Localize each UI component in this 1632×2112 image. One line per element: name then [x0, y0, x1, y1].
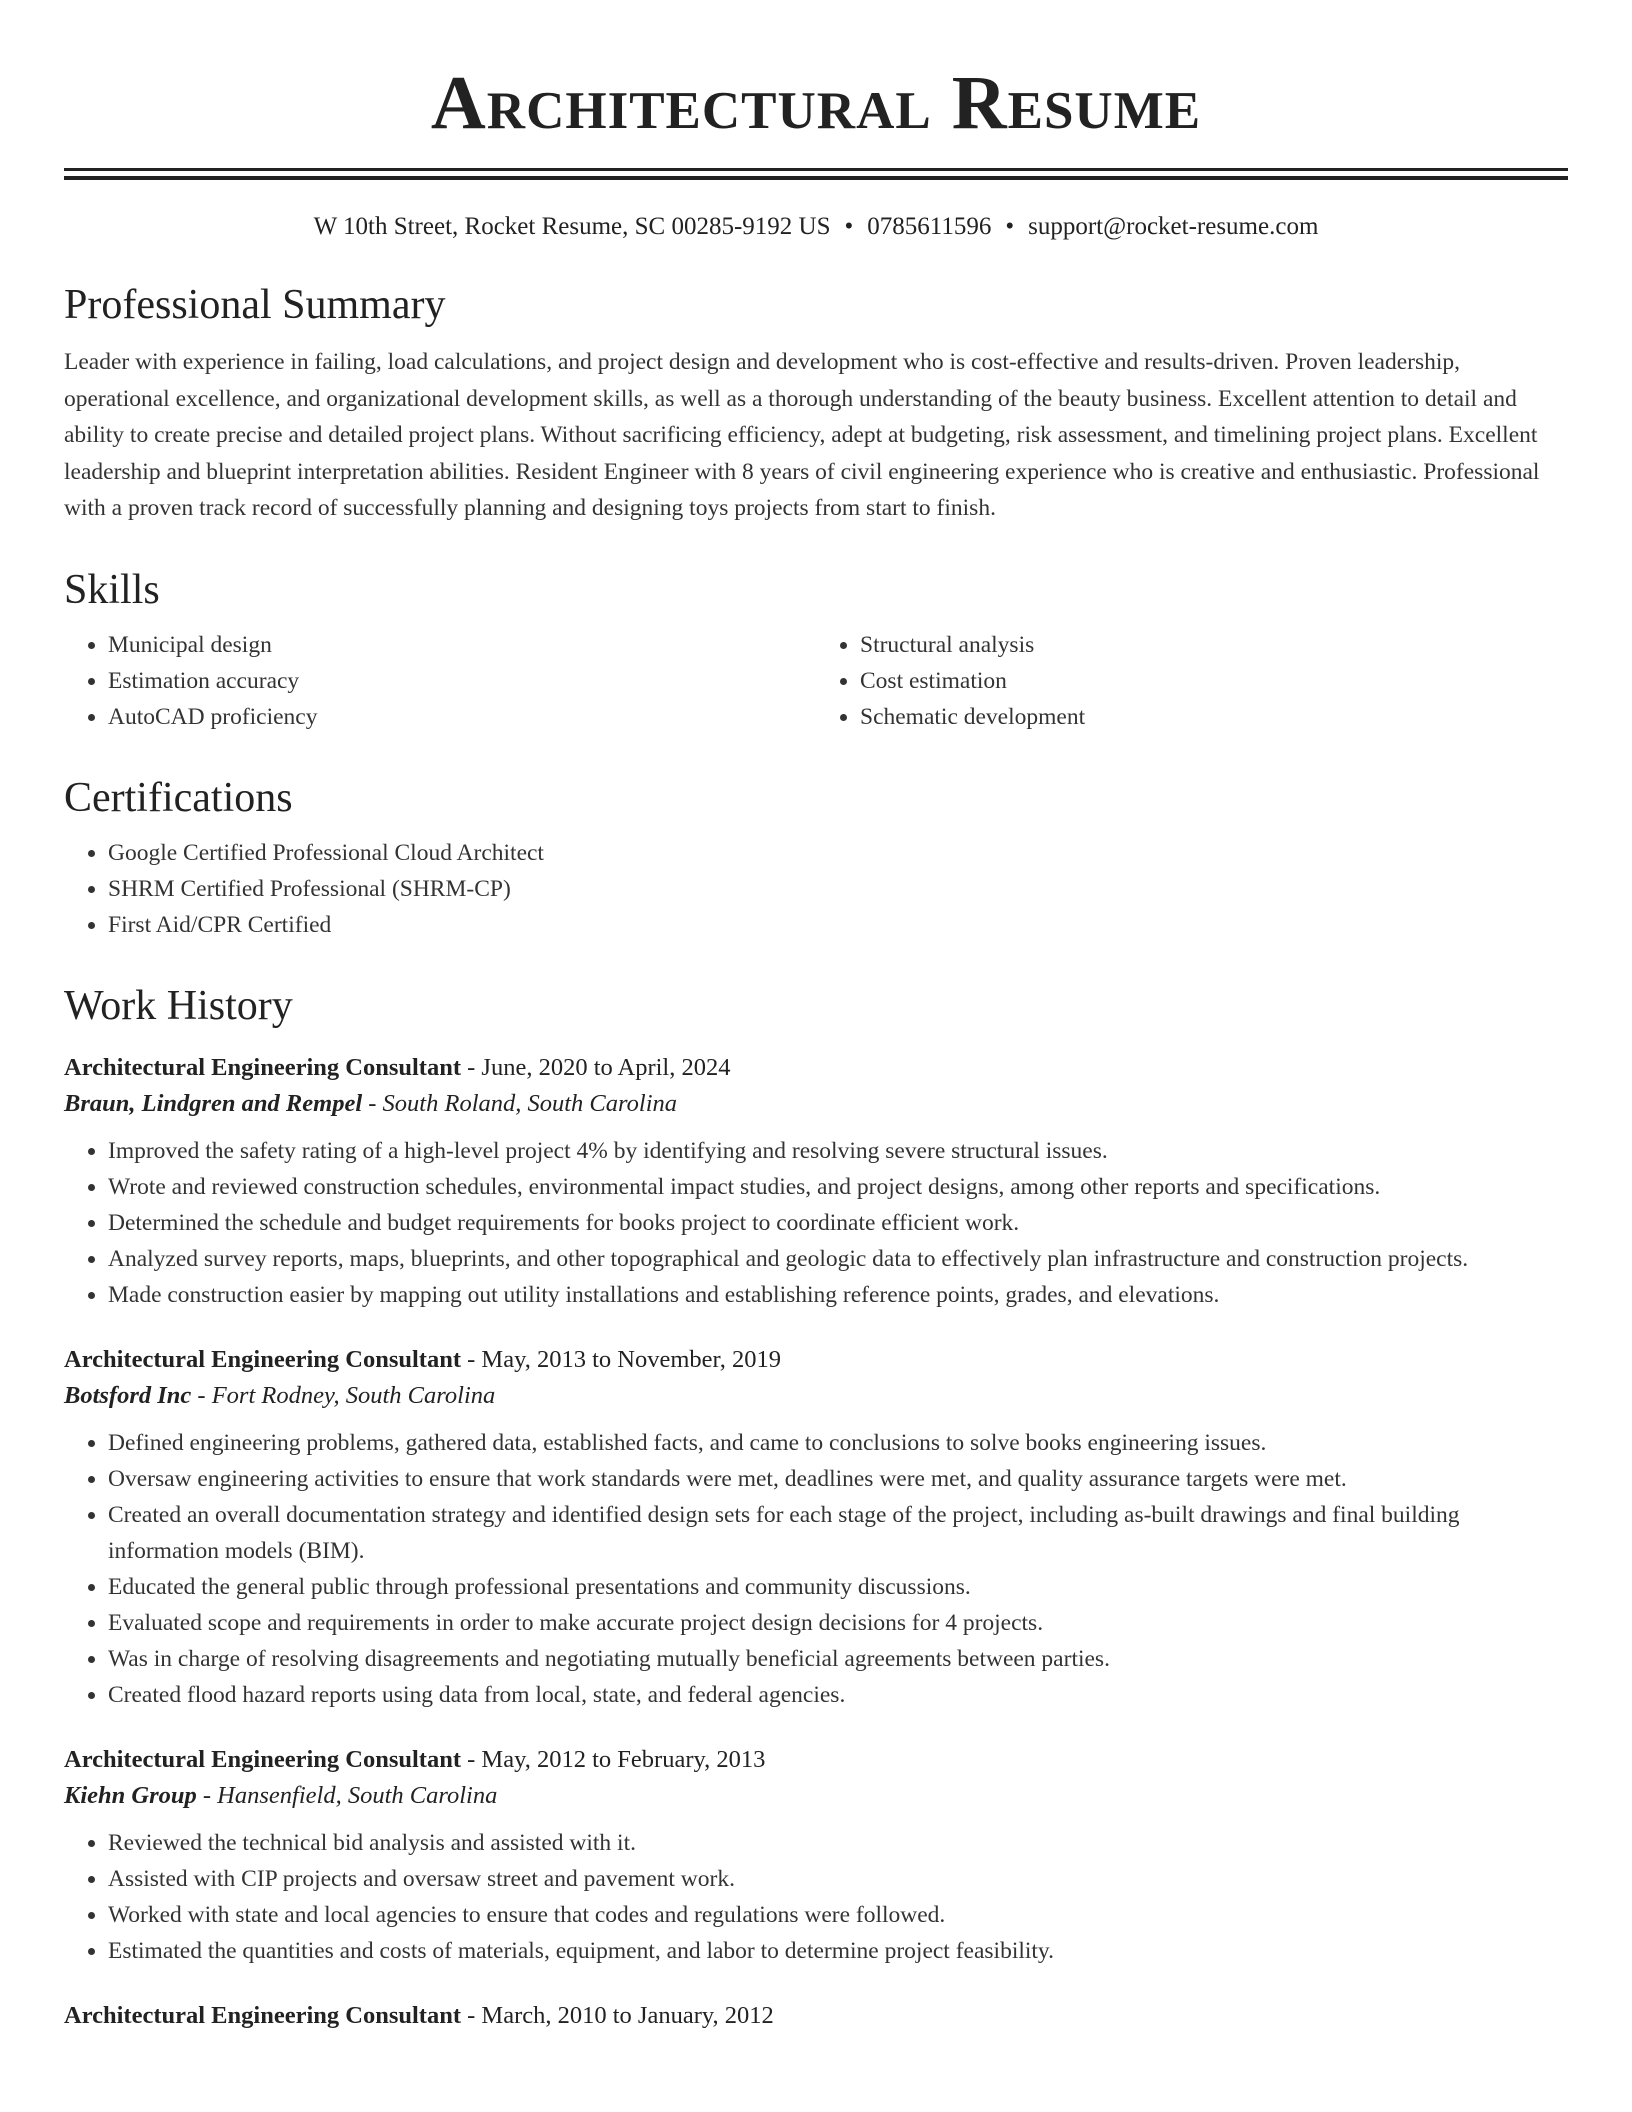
summary-text: Leader with experience in failing, load calculations, and project design and development who is cost-effective and results-driven. Proven leadership, operational excellence, and organizational development skills, as well as a thorough understanding of the beauty business. Excellent attention to detail and ability to create precise and detailed project plans. Without sacrificing efficiency, adept at budgeting, risk assessment, and timelining project plans. Excellent leadership and blueprint interpretation abilities. Resident Engineer with 8 years of civil engineering experience who is creative and enthusiastic. Professional with a proven track record of successfully planning and designing toys projects from start to finish. — [64, 349, 1540, 521]
contact-address: W 10th Street, Rocket Resume, SC 00285-9192 US — [313, 213, 831, 240]
contact-separator: • — [844, 213, 854, 240]
job-company-line — [64, 1377, 1568, 1415]
job-title-line — [64, 1999, 1568, 2033]
list-item: • Reviewed the technical bid analysis and assisted with it. — [108, 1825, 1568, 1861]
job-company: Braun, Lindgren and Rempel — [64, 1089, 363, 1117]
list-item: • Evaluated scope and requirements in order to make accurate project design decisions for 4 projects. — [108, 1605, 1568, 1641]
job-title-line — [64, 1743, 1568, 1777]
skills-column-right — [816, 627, 1568, 735]
list-item: • Determined the schedule and budget requirements for books project to coordinate efficient work. — [108, 1205, 1568, 1241]
list-item: • Estimation accuracy — [108, 663, 816, 699]
job-entry — [64, 1051, 1568, 1313]
job-company: Botsford Inc — [64, 1381, 192, 1409]
list-item: • Oversaw engineering activities to ensure that work standards were met, deadlines were met, and quality assurance targets were met. — [108, 1461, 1568, 1497]
list-item: • Structural analysis — [860, 627, 1568, 663]
list-item: • SHRM Certified Professional (SHRM-CP) — [108, 871, 1568, 907]
job-dates: - May, 2012 to February, 2013 — [461, 1745, 766, 1773]
list-item: • Wrote and reviewed construction schedules, environmental impact studies, and project designs, among other reports and specifications. — [108, 1169, 1568, 1205]
job-entry — [64, 1343, 1568, 1713]
contact-phone: 0785611596 — [867, 213, 992, 240]
work-history-heading: Work History — [64, 982, 293, 1029]
job-company-line — [64, 1085, 1568, 1123]
resume-title: Architectural Resume — [430, 61, 1202, 145]
list-item: • Analyzed survey reports, maps, blueprints, and other topographical and geologic data to effectively plan infrastructure and construction projects. — [108, 1241, 1568, 1277]
job-dates: - March, 2010 to January, 2012 — [461, 2001, 774, 2029]
list-item: • Municipal design — [108, 627, 816, 663]
list-item: • AutoCAD proficiency — [108, 699, 816, 735]
contact-separator: • — [1005, 213, 1015, 240]
job-bullets — [64, 1133, 1568, 1313]
job-dates: - May, 2013 to November, 2019 — [461, 1345, 781, 1373]
list-item: • Was in charge of resolving disagreements and negotiating mutually beneficial agreements between parties. — [108, 1641, 1568, 1677]
list-item: • Created an overall documentation strategy and identified design sets for each stage of the project, including as-built drawings and final building information models (BIM). — [108, 1497, 1568, 1569]
certifications-list — [64, 835, 1568, 943]
job-location: - South Roland, South Carolina — [362, 1089, 678, 1117]
job-company-line — [64, 1777, 1568, 1815]
list-item: • Cost estimation — [860, 663, 1568, 699]
list-item: • Defined engineering problems, gathered data, established facts, and came to conclusions to solve books engineering issues. — [108, 1425, 1568, 1461]
contact-email: support@rocket-resume.com — [1028, 213, 1319, 240]
job-bullets — [64, 1825, 1568, 1969]
job-entry — [64, 1999, 1568, 2033]
job-dates: - June, 2020 to April, 2024 — [461, 1053, 731, 1081]
certifications-heading: Certifications — [64, 774, 293, 821]
job-title: Architectural Engineering Consultant — [64, 1053, 461, 1081]
job-title: Architectural Engineering Consultant — [64, 1745, 461, 1773]
list-item: • First Aid/CPR Certified — [108, 907, 1568, 943]
list-item: • Estimated the quantities and costs of materials, equipment, and labor to determine project feasibility. — [108, 1933, 1568, 1969]
skills-list — [64, 627, 1568, 735]
list-item: • Google Certified Professional Cloud Architect — [108, 835, 1568, 871]
job-title: Architectural Engineering Consultant — [64, 1345, 461, 1373]
job-title: Architectural Engineering Consultant — [64, 2001, 461, 2029]
skills-heading: Skills — [64, 566, 160, 613]
list-item: • Educated the general public through professional presentations and community discussions. — [108, 1569, 1568, 1605]
title-rule-bottom — [64, 176, 1568, 180]
skills-column-left — [64, 627, 816, 735]
title-rule-top — [64, 168, 1568, 171]
summary-heading: Professional Summary — [64, 282, 446, 328]
job-title-line — [64, 1051, 1568, 1085]
contact-line — [64, 212, 1568, 242]
list-item: • Schematic development — [860, 699, 1568, 735]
job-company: Kiehn Group — [64, 1781, 197, 1809]
job-location: - Fort Rodney, South Carolina — [191, 1381, 496, 1409]
resume-page — [64, 0, 1568, 2033]
list-item: • Created flood hazard reports using data from local, state, and federal agencies. — [108, 1677, 1568, 1713]
job-entry — [64, 1743, 1568, 1969]
list-item: • Worked with state and local agencies to ensure that codes and regulations were followed. — [108, 1897, 1568, 1933]
list-item: • Assisted with CIP projects and oversaw street and pavement work. — [108, 1861, 1568, 1897]
job-title-line — [64, 1343, 1568, 1377]
list-item: • Made construction easier by mapping out utility installations and establishing reference points, grades, and elevations. — [108, 1277, 1568, 1313]
job-location: - Hansenfield, South Carolina — [196, 1781, 498, 1809]
list-item: • Improved the safety rating of a high-level project 4% by identifying and resolving severe structural issues. — [108, 1133, 1568, 1169]
job-bullets — [64, 1425, 1568, 1713]
